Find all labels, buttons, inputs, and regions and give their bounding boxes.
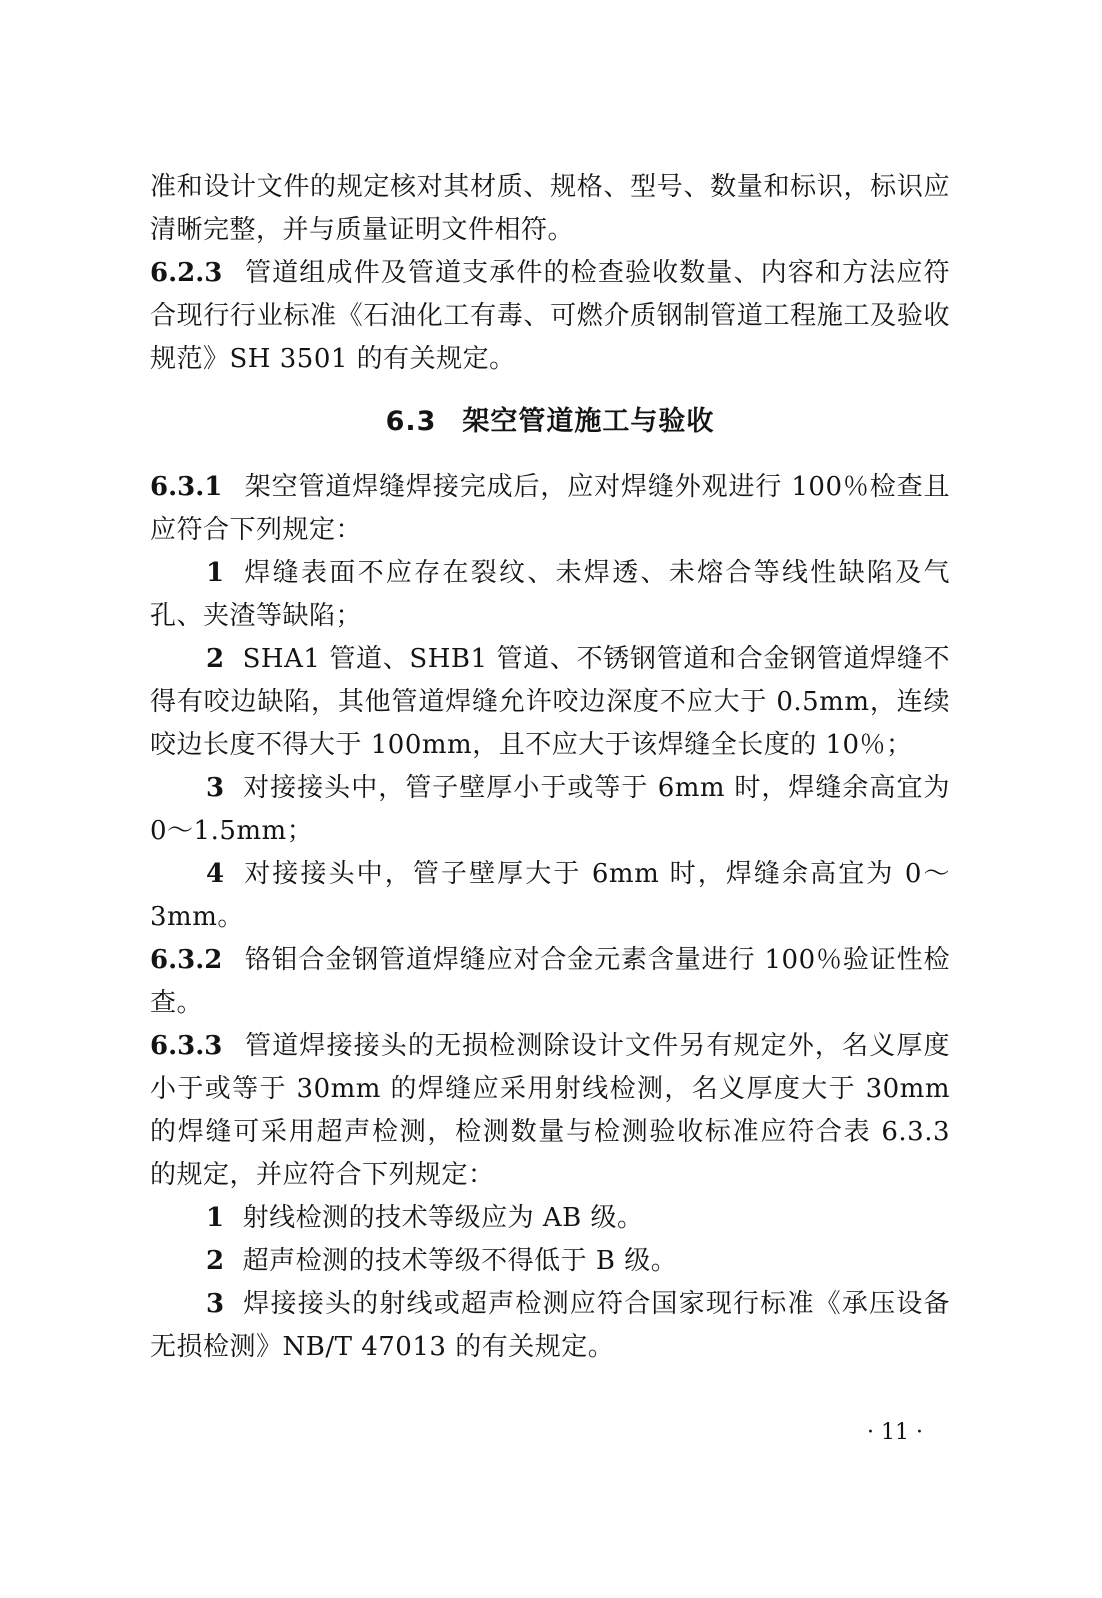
list-item <box>150 1240 950 1283</box>
item-number: 3 <box>206 1289 225 1319</box>
clause-6-2-3 <box>150 252 950 381</box>
section-heading <box>150 400 950 443</box>
list-item <box>150 1197 950 1240</box>
clause-number: 6.2.3 <box>150 258 223 288</box>
clause-text: 管道组成件及管道支承件的检查验收数量、内容和方法应符合现行行业标准《石油化工有毒、可燃介质钢制管道工程施工及验收规范》SH 3501 的有关规定。 <box>150 258 950 374</box>
item-text: 对接接头中，管子壁厚大于 6mm 时，焊缝余高宜为 0～3mm。 <box>150 859 950 932</box>
clause-6-3-3 <box>150 1025 950 1197</box>
clause-text: 管道焊接接头的无损检测除设计文件另有规定外，名义厚度小于或等于 30mm 的焊缝应采用射线检测，名义厚度大于 30mm 的焊缝可采用超声检测，检测数量与检测验收标准应符合表 6.3.3 的规定，并应符合下列规定： <box>150 1031 950 1190</box>
item-text: 焊缝表面不应存在裂纹、未焊透、未熔合等线性缺陷及气孔、夹渣等缺陷； <box>150 558 950 631</box>
item-text: 焊接接头的射线或超声检测应符合国家现行标准《承压设备无损检测》NB/T 47013 的有关规定。 <box>150 1289 950 1362</box>
list-item <box>150 552 950 638</box>
upper-text-block <box>150 166 950 381</box>
list-item <box>150 767 950 853</box>
list-item <box>150 638 950 767</box>
item-text: 对接接头中，管子壁厚小于或等于 6mm 时，焊缝余高宜为 0～1.5mm； <box>150 773 950 846</box>
clause-number: 6.3.3 <box>150 1031 223 1061</box>
clause-6-3-1 <box>150 466 950 552</box>
lower-text-block <box>150 466 950 1369</box>
item-text: 超声检测的技术等级不得低于 B 级。 <box>242 1246 678 1276</box>
item-number: 2 <box>206 644 225 674</box>
item-number: 1 <box>206 558 225 588</box>
item-text: SHA1 管道、SHB1 管道、不锈钢管道和合金钢管道焊缝不得有咬边缺陷，其他管道焊缝允许咬边深度不应大于 0.5mm，连续咬边长度不得大于 100mm，且不应大于该焊缝全长度的 10％； <box>150 644 950 760</box>
item-number: 4 <box>206 859 225 889</box>
item-number: 1 <box>206 1203 225 1233</box>
continuation-paragraph: 准和设计文件的规定核对其材质、规格、型号、数量和标识，标识应清晰完整，并与质量证明文件相符。 <box>150 172 950 245</box>
item-number: 2 <box>206 1246 225 1276</box>
clause-number: 6.3.1 <box>150 472 223 502</box>
section-number: 6.3 <box>385 406 437 437</box>
item-text: 射线检测的技术等级应为 AB 级。 <box>242 1203 644 1233</box>
clause-6-3-2 <box>150 939 950 1025</box>
list-item <box>150 853 950 939</box>
page-number: · 11 · <box>867 1420 923 1445</box>
clause-number: 6.3.2 <box>150 945 223 975</box>
item-number: 3 <box>206 773 225 803</box>
list-item <box>150 1283 950 1369</box>
section-title-text: 架空管道施工与验收 <box>462 406 715 437</box>
clause-text: 架空管道焊缝焊接完成后，应对焊缝外观进行 100％检查且应符合下列规定： <box>150 472 950 545</box>
clause-text: 铬钼合金钢管道焊缝应对合金元素含量进行 100％验证性检查。 <box>150 945 950 1018</box>
